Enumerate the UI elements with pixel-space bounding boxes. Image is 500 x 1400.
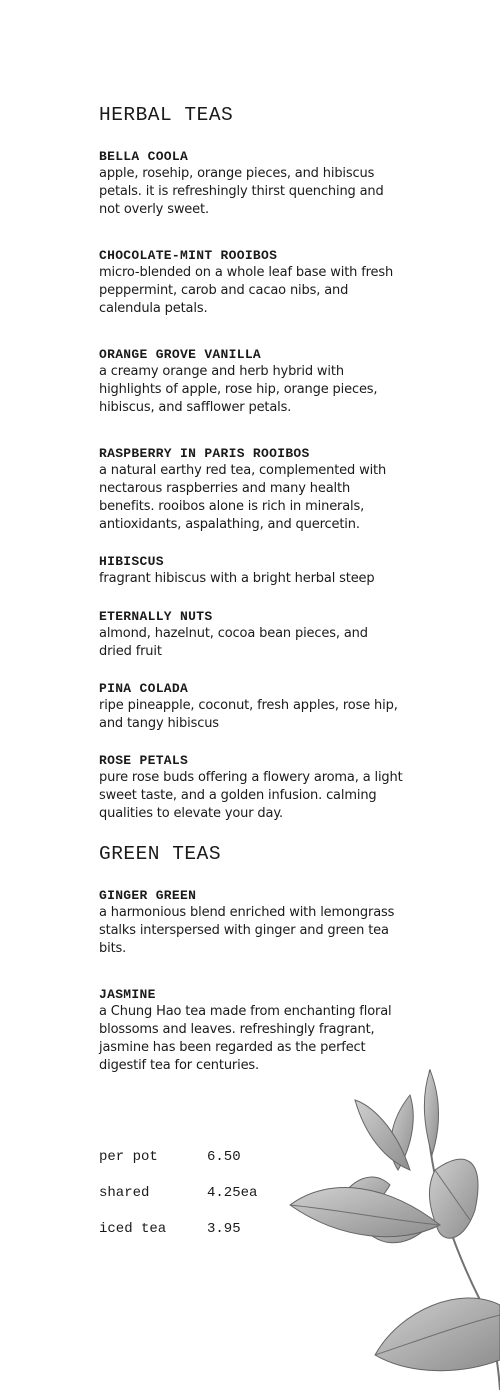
item-name: RASPBERRY IN PARIS ROOIBOS: [99, 446, 310, 461]
item-name: ETERNALLY NUTS: [99, 609, 213, 624]
item-description: micro-blended on a whole leaf base with fresh peppermint, carob and cacao nibs, and calendula petals.: [99, 265, 394, 316]
menu-item-pina-colada: [99, 680, 404, 733]
section-title-herbal: HERBAL TEAS: [99, 104, 234, 126]
item-description: apple, rosehip, orange pieces, and hibiscus petals. it is refreshingly thirst quenching and not overly sweet.: [99, 166, 384, 217]
item-name: ROSE PETALS: [99, 753, 189, 768]
item-name: HIBISCUS: [99, 554, 164, 569]
item-name: BELLA COOLA: [99, 149, 189, 164]
price-value: 3.95: [207, 1221, 241, 1237]
item-description: a natural earthy red tea, complemented with nectarous raspberries and many health benefits. rooibos alone is rich in minerals, antioxidants, aspalathing, and quercetin.: [99, 463, 387, 532]
section-title-green: GREEN TEAS: [99, 843, 222, 865]
menu-item-eternally-nuts: [99, 608, 404, 661]
item-description: fragrant hibiscus with a bright herbal steep: [99, 571, 375, 586]
item-description: a Chung Hao tea made from enchanting floral blossoms and leaves. refreshingly fragrant, jasmine has been regarded as the perfect digestif tea for centuries.: [99, 1004, 392, 1073]
menu-item-raspberry-in-paris-rooibos: [99, 445, 404, 534]
item-description: a harmonious blend enriched with lemongrass stalks interspersed with ginger and green tea bits.: [99, 905, 395, 956]
price-value: 6.50: [207, 1149, 241, 1165]
item-name: JASMINE: [99, 987, 156, 1002]
item-name: PINA COLADA: [99, 681, 189, 696]
menu-item-ginger-green: [99, 887, 404, 958]
item-name: ORANGE GROVE VANILLA: [99, 347, 262, 362]
item-description: a creamy orange and herb hybrid with highlights of apple, rose hip, orange pieces, hibiscus, and safflower petals.: [99, 364, 378, 415]
menu-item-hibiscus: [99, 553, 404, 588]
item-description: pure rose buds offering a flowery aroma, a light sweet taste, and a golden infusion. calming qualities to elevate your day.: [99, 770, 403, 821]
menu-item-bella-coola: [99, 148, 404, 219]
item-name: CHOCOLATE-MINT ROOIBOS: [99, 248, 278, 263]
item-description: almond, hazelnut, cocoa bean pieces, and dried fruit: [99, 626, 368, 659]
price-label: iced tea: [99, 1221, 167, 1237]
price-value: 4.25ea: [207, 1185, 258, 1201]
price-label: per pot: [99, 1149, 158, 1165]
tea-leaf-sprig-icon: [280, 1060, 500, 1390]
menu-item-rose-petals: [99, 752, 404, 823]
item-description: ripe pineapple, coconut, fresh apples, rose hip, and tangy hibiscus: [99, 698, 398, 731]
price-label: shared: [99, 1185, 150, 1201]
menu-item-orange-grove-vanilla: [99, 346, 404, 417]
item-name: GINGER GREEN: [99, 888, 197, 903]
menu-item-chocolate-mint-rooibos: [99, 247, 404, 318]
